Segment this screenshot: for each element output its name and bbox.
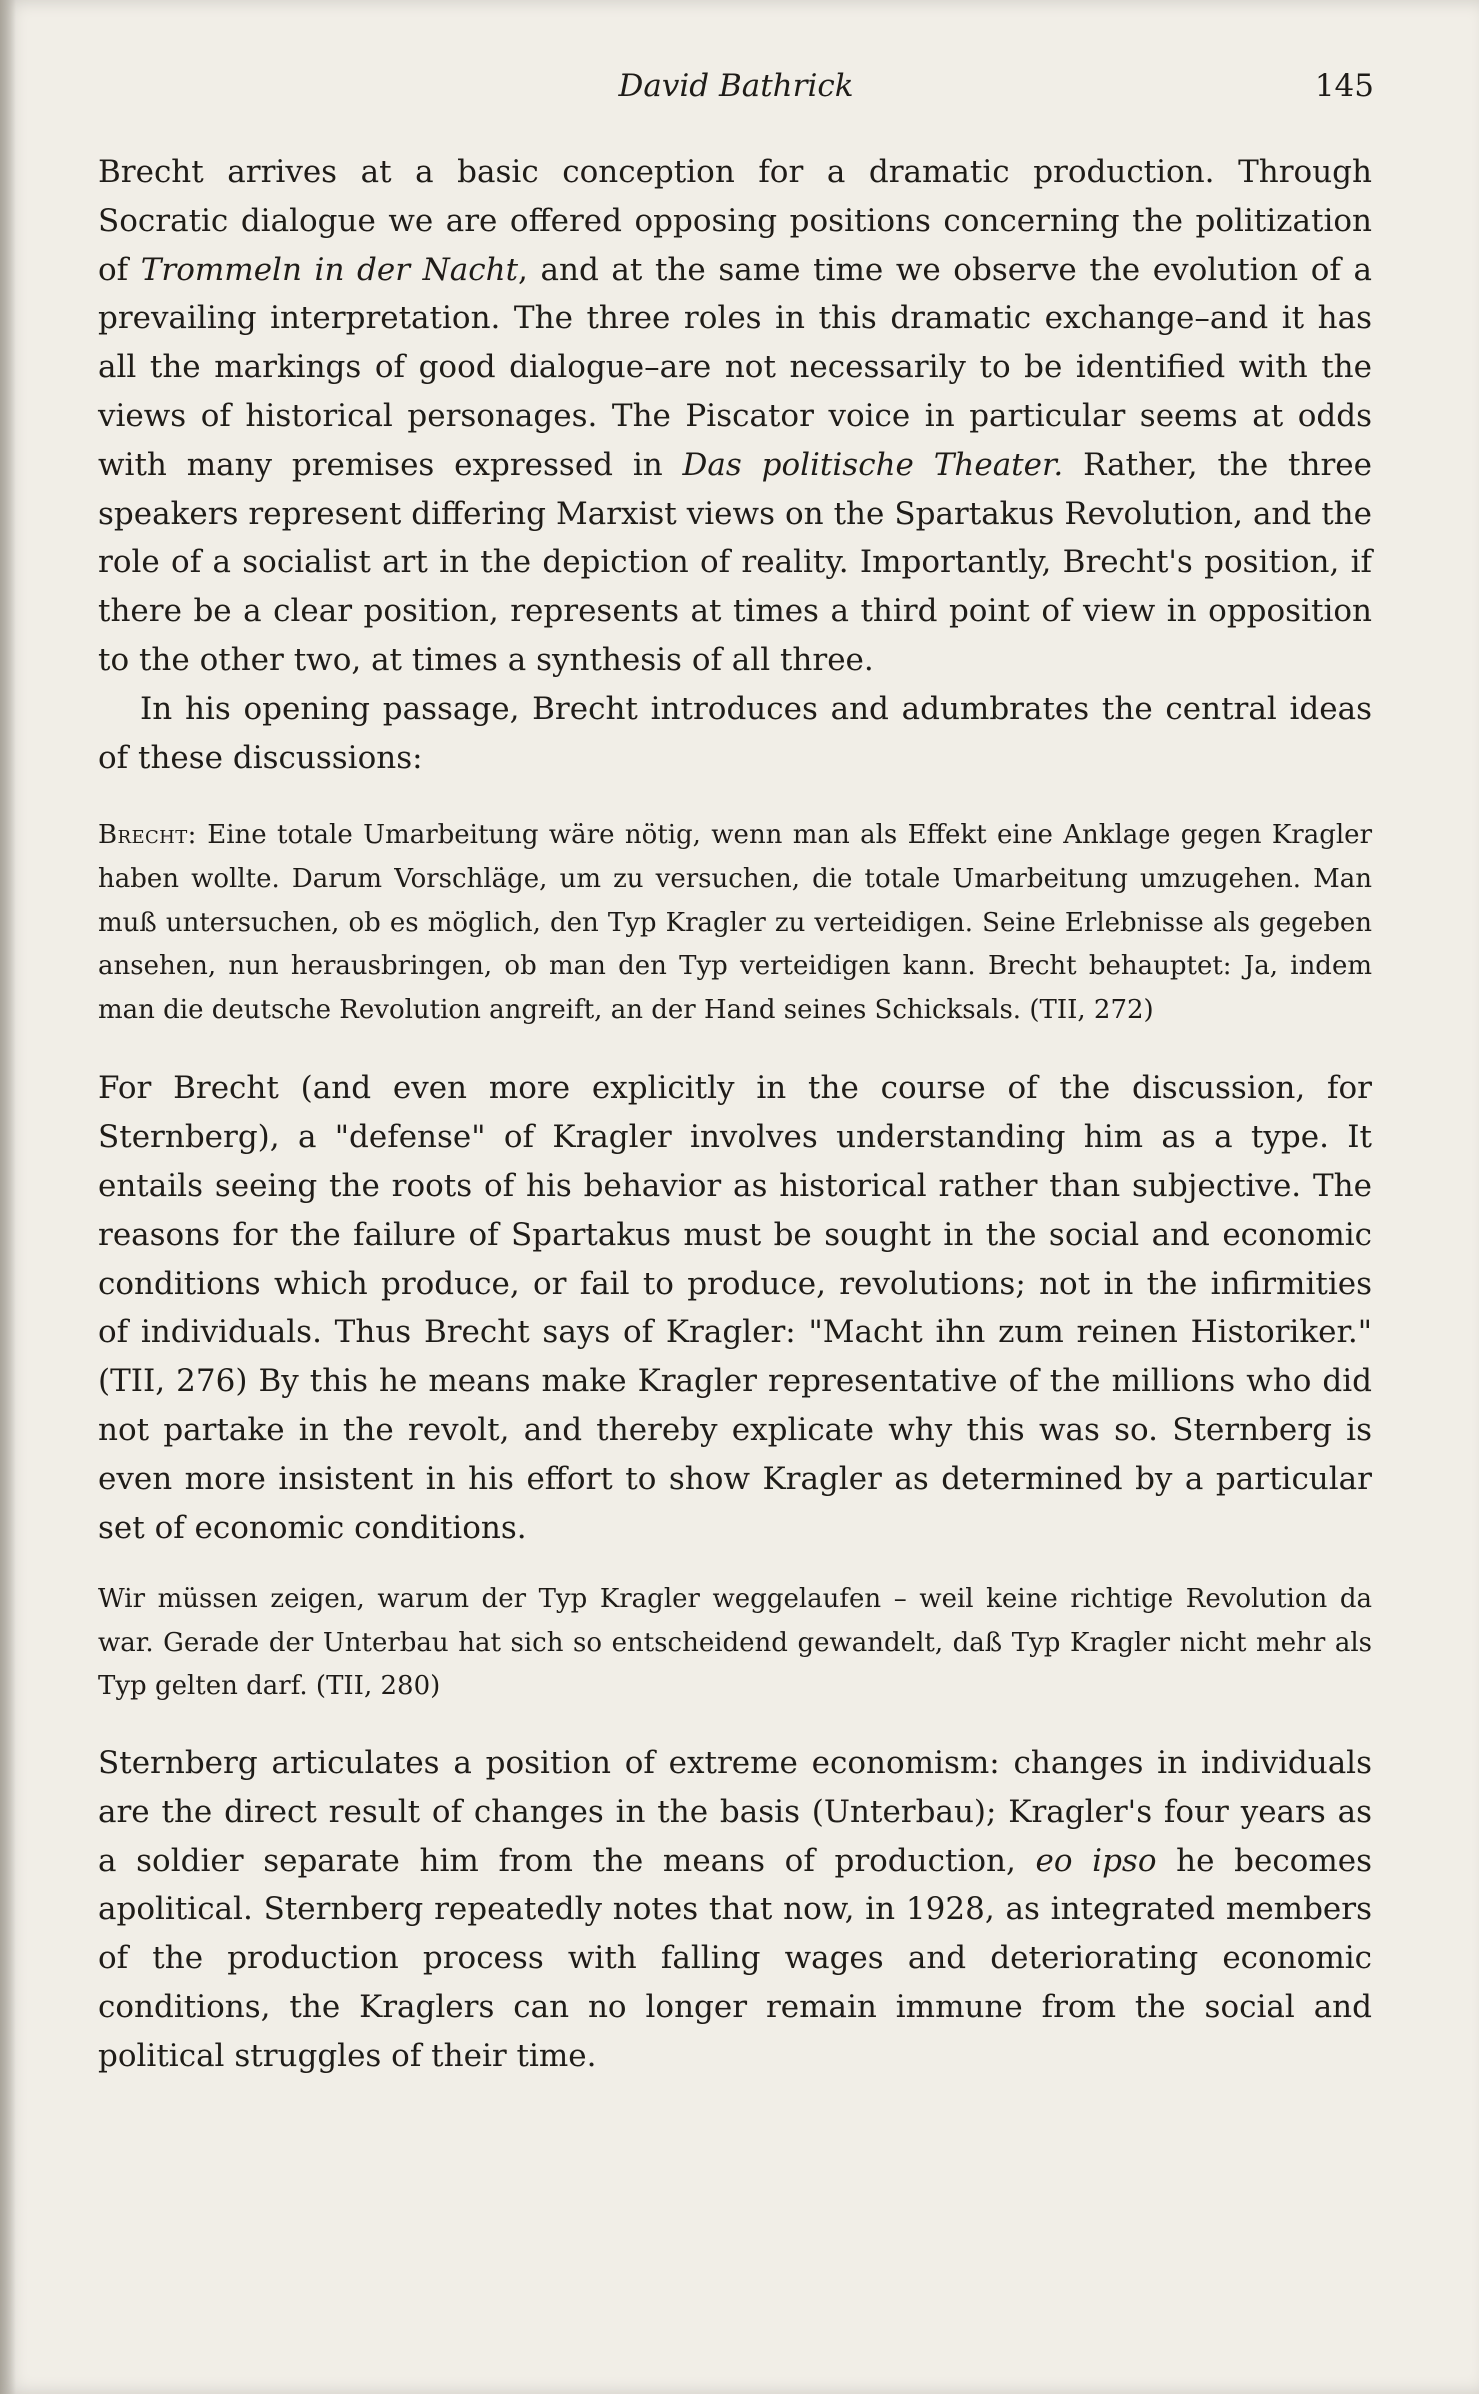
paragraph-1-text-b: , and at the same time we observe the evolution of a prevailing interpretation. The three roles in this dramatic exchange–and it has all the markings of good dialogue–are not necessarily to be identified with the views of historical personages. The Piscator voice in particular seems at odds with many premises expressed in — [98, 251, 1372, 483]
page-header — [98, 56, 1374, 116]
title-trommeln: Trommeln in der Nacht — [140, 251, 519, 288]
quote-speaker: Brecht: — [98, 820, 197, 851]
paragraph-4-text-a: Sternberg articulates a position of extreme economism: changes in individuals are the direct result of changes in the basis (Unterbau); Kragler's four years as a soldier separate him from the means of production, — [98, 1745, 1372, 1879]
paragraph-2: In his opening passage, Brecht introduces and adumbrates the central ideas of these discussions: — [98, 690, 1372, 776]
page-number: 145 — [1314, 68, 1374, 104]
paragraph-3: For Brecht (and even more explicitly in the course of the discussion, for Sternberg), a "defense" of Kragler involves understanding him as a type. It entails seeing the roots of his behavior as historical rather than subjective. The reasons for the failure of Spartakus must be sought in the social and economic conditions which produce, or fail to produce, revolutions; not in the infirmities of individuals. Thus Brecht says of Kragler: "Macht ihn zum reinen Historiker." (TII, 276) By this he means make Kragler representative of the millions who did not partake in the revolt, and thereby explicate why this was so. Sternberg is even more insistent in his effort to show Kragler as determined by a particular set of economic conditions. — [98, 1070, 1372, 1546]
page-content — [98, 148, 1372, 2081]
paragraph-1-text-c: Rather, the three speakers represent differing Marxist views on the Spartakus Revolution, and the role of a socialist art in the depiction of reality. Importantly, Brecht's position, if there be a clear position, represents at times a third point of view in opposition to the other two, at times a synthesis of all three. — [98, 446, 1372, 678]
block-quote-1 — [98, 814, 1372, 1032]
paragraph-4-text-b: he becomes apolitical. Sternberg repeatedly notes that now, in 1928, as integrated members of the production process with falling wages and deteriorating economic conditions, the Kraglers can no longer remain immune from the social and political struggles of their time. — [98, 1842, 1372, 2074]
phrase-eo-ipso: eo ipso — [1035, 1842, 1157, 1879]
title-das-politische-theater: Das politische Theater. — [682, 446, 1064, 483]
paragraph-1 — [98, 148, 1372, 685]
block-quote-1-text: Eine totale Umarbeitung wäre nötig, wenn man als Effekt eine Anklage gegen Kragler haben wollte. Darum Vorschläge, um zu versuchen, die totale Umarbeitung umzugehen. Man muß untersuchen, ob es möglich, den Typ Kragler zu verteidigen. Seine Erlebnisse als gegeben ansehen, nun herausbringen, ob man den Typ verteidigen kann. Brecht behauptet: Ja, indem man die deutsche Revolution angreift, an der Hand seines Schicksals. (TII, 272) — [98, 820, 1372, 1025]
running-head: David Bathrick — [618, 68, 854, 104]
paragraph-1-text-a: Brecht arrives at a basic conception for a dramatic production. Through Socratic dialogue we are offered opposing positions concerning the politization of — [98, 154, 1372, 288]
paragraph-4 — [98, 1739, 1372, 2081]
block-quote-2: Wir müssen zeigen, warum der Typ Kragler weggelaufen – weil keine richtige Revolution da war. Gerade der Unterbau hat sich so entscheidend gewandelt, daß Typ Kragler nicht mehr als Typ gelten darf. (TII, 280) — [98, 1584, 1372, 1702]
